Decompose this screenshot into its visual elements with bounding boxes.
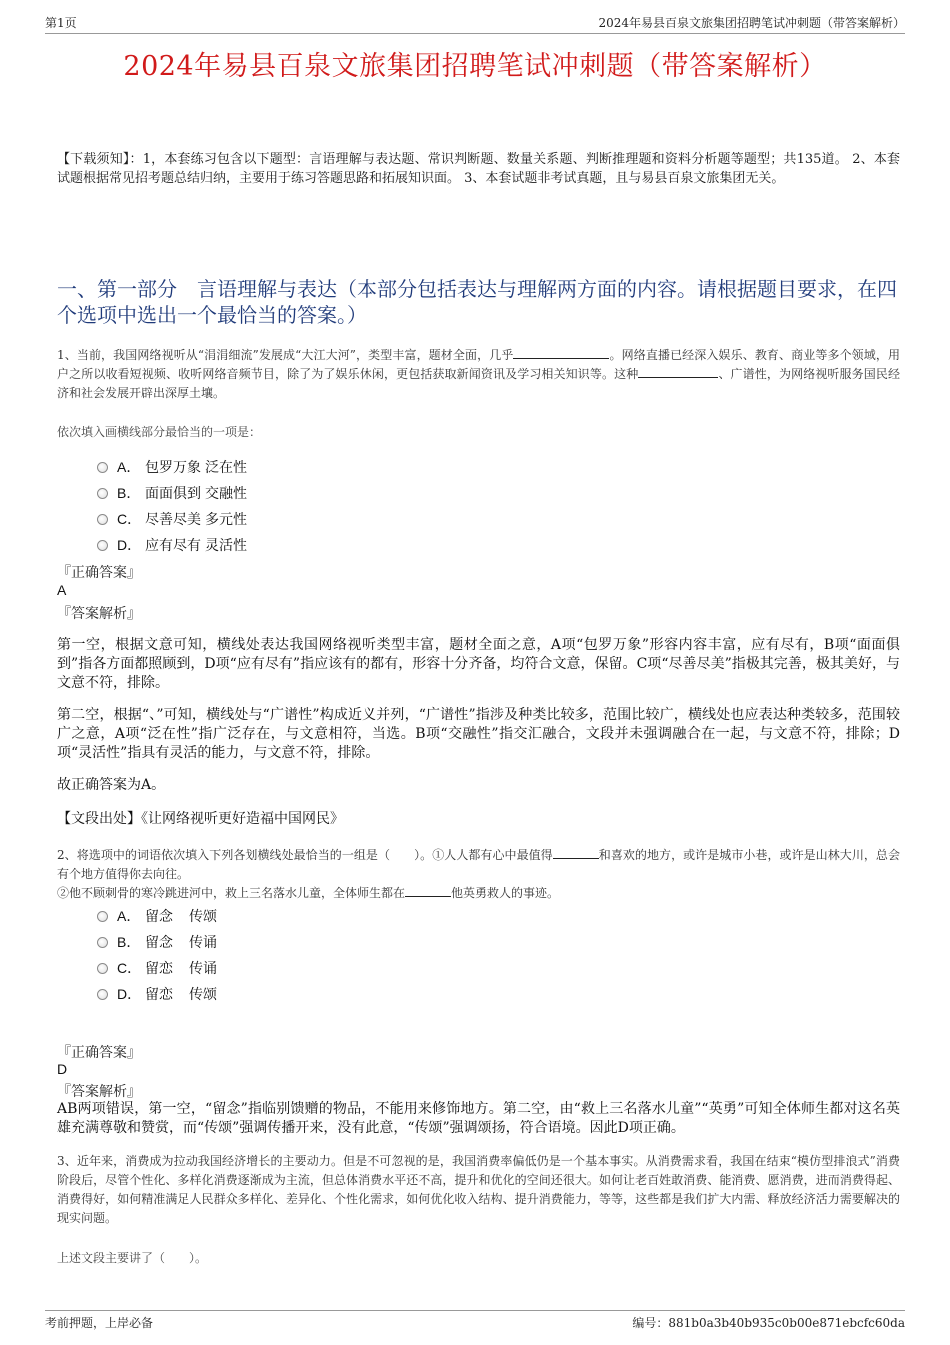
q1-answer-label: 『正确答案』: [57, 565, 141, 581]
option-word-2: 泛在性: [205, 460, 247, 476]
option-letter: A．: [117, 908, 141, 924]
option-word-1: 留念: [145, 935, 173, 951]
option-word-2: 灵活性: [205, 538, 247, 554]
section-heading: 一、第一部分 言语理解与表达（本部分包括表达与理解两方面的内容。请根据题目要求，在四个选项中选出一个最恰当的答案。）: [57, 277, 897, 327]
question-2-text-d: 他英勇救人的事迹。: [451, 886, 560, 900]
q1-analysis-3: 故正确答案为A。: [57, 777, 166, 793]
radio-button-icon[interactable]: [97, 462, 108, 473]
q2-answer-label: 『正确答案』: [57, 1045, 141, 1061]
q2-option-b[interactable]: [97, 932, 221, 952]
radio-button-icon[interactable]: [97, 937, 108, 948]
q1-option-d[interactable]: [97, 535, 251, 555]
document-title: 2024年易县百泉文旅集团招聘笔试冲刺题（带答案解析）: [123, 51, 827, 82]
question-1-text-c: 、广谱性，为网络视听服务国民经济和社会发展开辟出深厚土壤。: [57, 367, 900, 400]
option-letter: D．: [117, 537, 142, 553]
option-word-2: 交融性: [205, 486, 247, 502]
option-word-2: 传颂: [189, 909, 217, 925]
q1-analysis-1: 第一空，根据文意可知，横线处表达我国网络视听类型丰富，题材全面之意，A项“包罗万象”形容内容丰富，应有尽有，B项“面面俱到”指各方面都照顾到，D项“应有尽有”指应该有的都有，形容十分齐备，均符合文意，保留。C项“尽善尽美”指极其完善，极其美好，与文意不符，排除。: [57, 637, 900, 691]
option-word-1: 留念: [145, 909, 173, 925]
option-word-1: 尽善尽美: [145, 512, 201, 528]
option-word-2: 传诵: [189, 961, 217, 977]
q1-analysis-2: 第二空，根据“、”可知，横线处与“广谱性”构成近义并列，“广谱性”指涉及种类比较多，范围比较广，横线处也应表达种类较多，范围较广之意，A项“泛在性”指广泛存在，与文意相符，当选。B项“交融性”指交汇融合，文段并未强调融合在一起，与文意不符，排除；D项“灵活性”指具有灵活的能力，与文意不符，排除。: [57, 707, 900, 761]
option-letter: C．: [117, 960, 142, 976]
footer-document-id: 编号：881b0a3b40b935c0b00e871ebcfc60da: [632, 1316, 905, 1330]
footer-divider: [45, 1310, 905, 1311]
radio-button-icon[interactable]: [97, 514, 108, 525]
q1-option-a[interactable]: [97, 457, 251, 477]
q1-source: 【文段出处】《让网络视听更好造福中国网民》: [57, 811, 344, 827]
q1-answer: A: [57, 582, 67, 598]
running-header-title: 2024年易县百泉文旅集团招聘笔试冲刺题（带答案解析）: [598, 16, 905, 30]
option-word-1: 留恋: [145, 961, 173, 977]
header-divider: [45, 33, 905, 34]
question-2-text-a: 2、将选项中的词语依次填入下列各划横线处最恰当的一组是（ ）。①人人都有心中最值得: [57, 848, 553, 862]
question-1-prompt: 依次填入画横线部分最恰当的一项是：: [57, 425, 262, 439]
question-3-prompt: 上述文段主要讲了（ ）。: [57, 1251, 208, 1265]
q2-analysis-label: 『答案解析』: [57, 1084, 141, 1100]
option-word-1: 留恋: [145, 987, 173, 1003]
option-word-1: 面面俱到: [145, 486, 201, 502]
question-1-text-b: 。网络直播已经深入娱乐、教育、商业等多个领域，用户之所以收看短视频、收听网络音频节目，除了为了娱乐休闲，更包括获取新闻资讯及学习相关知识等。这种: [57, 348, 900, 381]
question-2-stem: [57, 846, 900, 903]
radio-button-icon[interactable]: [97, 540, 108, 551]
radio-button-icon[interactable]: [97, 989, 108, 1000]
radio-button-icon[interactable]: [97, 911, 108, 922]
question-2-text-c: ②他不顾刺骨的寒冷跳进河中，救上三名落水儿童，全体师生都在: [57, 886, 406, 900]
footer-slogan: 考前押题，上岸必备: [45, 1316, 154, 1330]
q2-analysis: AB两项错误，第一空，“留念”指临别馈赠的物品，不能用来修饰地方。第二空，由“救上三名落水儿童”“英勇”可知全体师生都对这名英雄充满尊敬和赞赏，而“传颂”强调传播开来，没有此意，“传颂”强调颂扬，符合语境。因此D项正确。: [57, 1101, 900, 1136]
q2-answer: D: [57, 1061, 68, 1077]
option-word-1: 应有尽有: [145, 538, 201, 554]
option-word-2: 多元性: [205, 512, 247, 528]
radio-button-icon[interactable]: [97, 963, 108, 974]
download-notice: 【下载须知】：1，本套练习包含以下题型：言语理解与表达题、常识判断题、数量关系题、判断推理题和资料分析题等题型；共135道。 2、本套试题根据常见招考题总结归纳，主要用于练习答题思路和拓展知识面。 3、本套试题非考试真题，且与易县百泉文旅集团无关。: [57, 152, 900, 186]
question-3-stem: 3、近年来，消费成为拉动我国经济增长的主要动力。但是不可忽视的是，我国消费率偏低仍是一个基本事实。从消费需求看，我国在结束“模仿型排浪式”消费阶段后，尽管个性化、多样化消费逐渐成为主流，但总体消费水平还不高，提升和优化的空间还很大。如何让老百姓敢消费、能消费、愿消费，进而消费得起、消费得好，如何精准满足人民群众多样化、差异化、个性化需求，如何优化收入结构、提升消费能力，等等，这些都是我们扩大内需、释放经济活力需要解决的现实问题。: [57, 1154, 900, 1225]
q1-option-c[interactable]: [97, 509, 251, 529]
radio-button-icon[interactable]: [97, 488, 108, 499]
page-number: 第1页: [45, 16, 77, 30]
question-2-text-b: 和喜欢的地方，或许是城市小巷，或许是山林大川，总会有个地方值得你去向往。: [57, 848, 900, 881]
option-letter: C．: [117, 511, 142, 527]
q2-option-d[interactable]: [97, 984, 221, 1004]
option-word-1: 包罗万象: [145, 460, 201, 476]
option-letter: D．: [117, 986, 142, 1002]
blank-line: [638, 365, 718, 378]
option-letter: B．: [117, 485, 141, 501]
option-word-2: 传颂: [189, 987, 217, 1003]
option-word-2: 传诵: [189, 935, 217, 951]
option-letter: B．: [117, 934, 141, 950]
q2-option-a[interactable]: [97, 906, 221, 926]
question-1-stem: [57, 346, 900, 403]
q1-option-b[interactable]: [97, 483, 251, 503]
q2-option-c[interactable]: [97, 958, 221, 978]
question-1-text-a: 1、当前，我国网络视听从“涓涓细流”发展成“大江大河”，类型丰富，题材全面，几乎: [57, 348, 514, 362]
option-letter: A．: [117, 459, 141, 475]
blank-line: [405, 884, 451, 897]
blank-line: [513, 346, 609, 359]
q1-analysis-label: 『答案解析』: [57, 606, 141, 622]
blank-line: [553, 846, 599, 859]
